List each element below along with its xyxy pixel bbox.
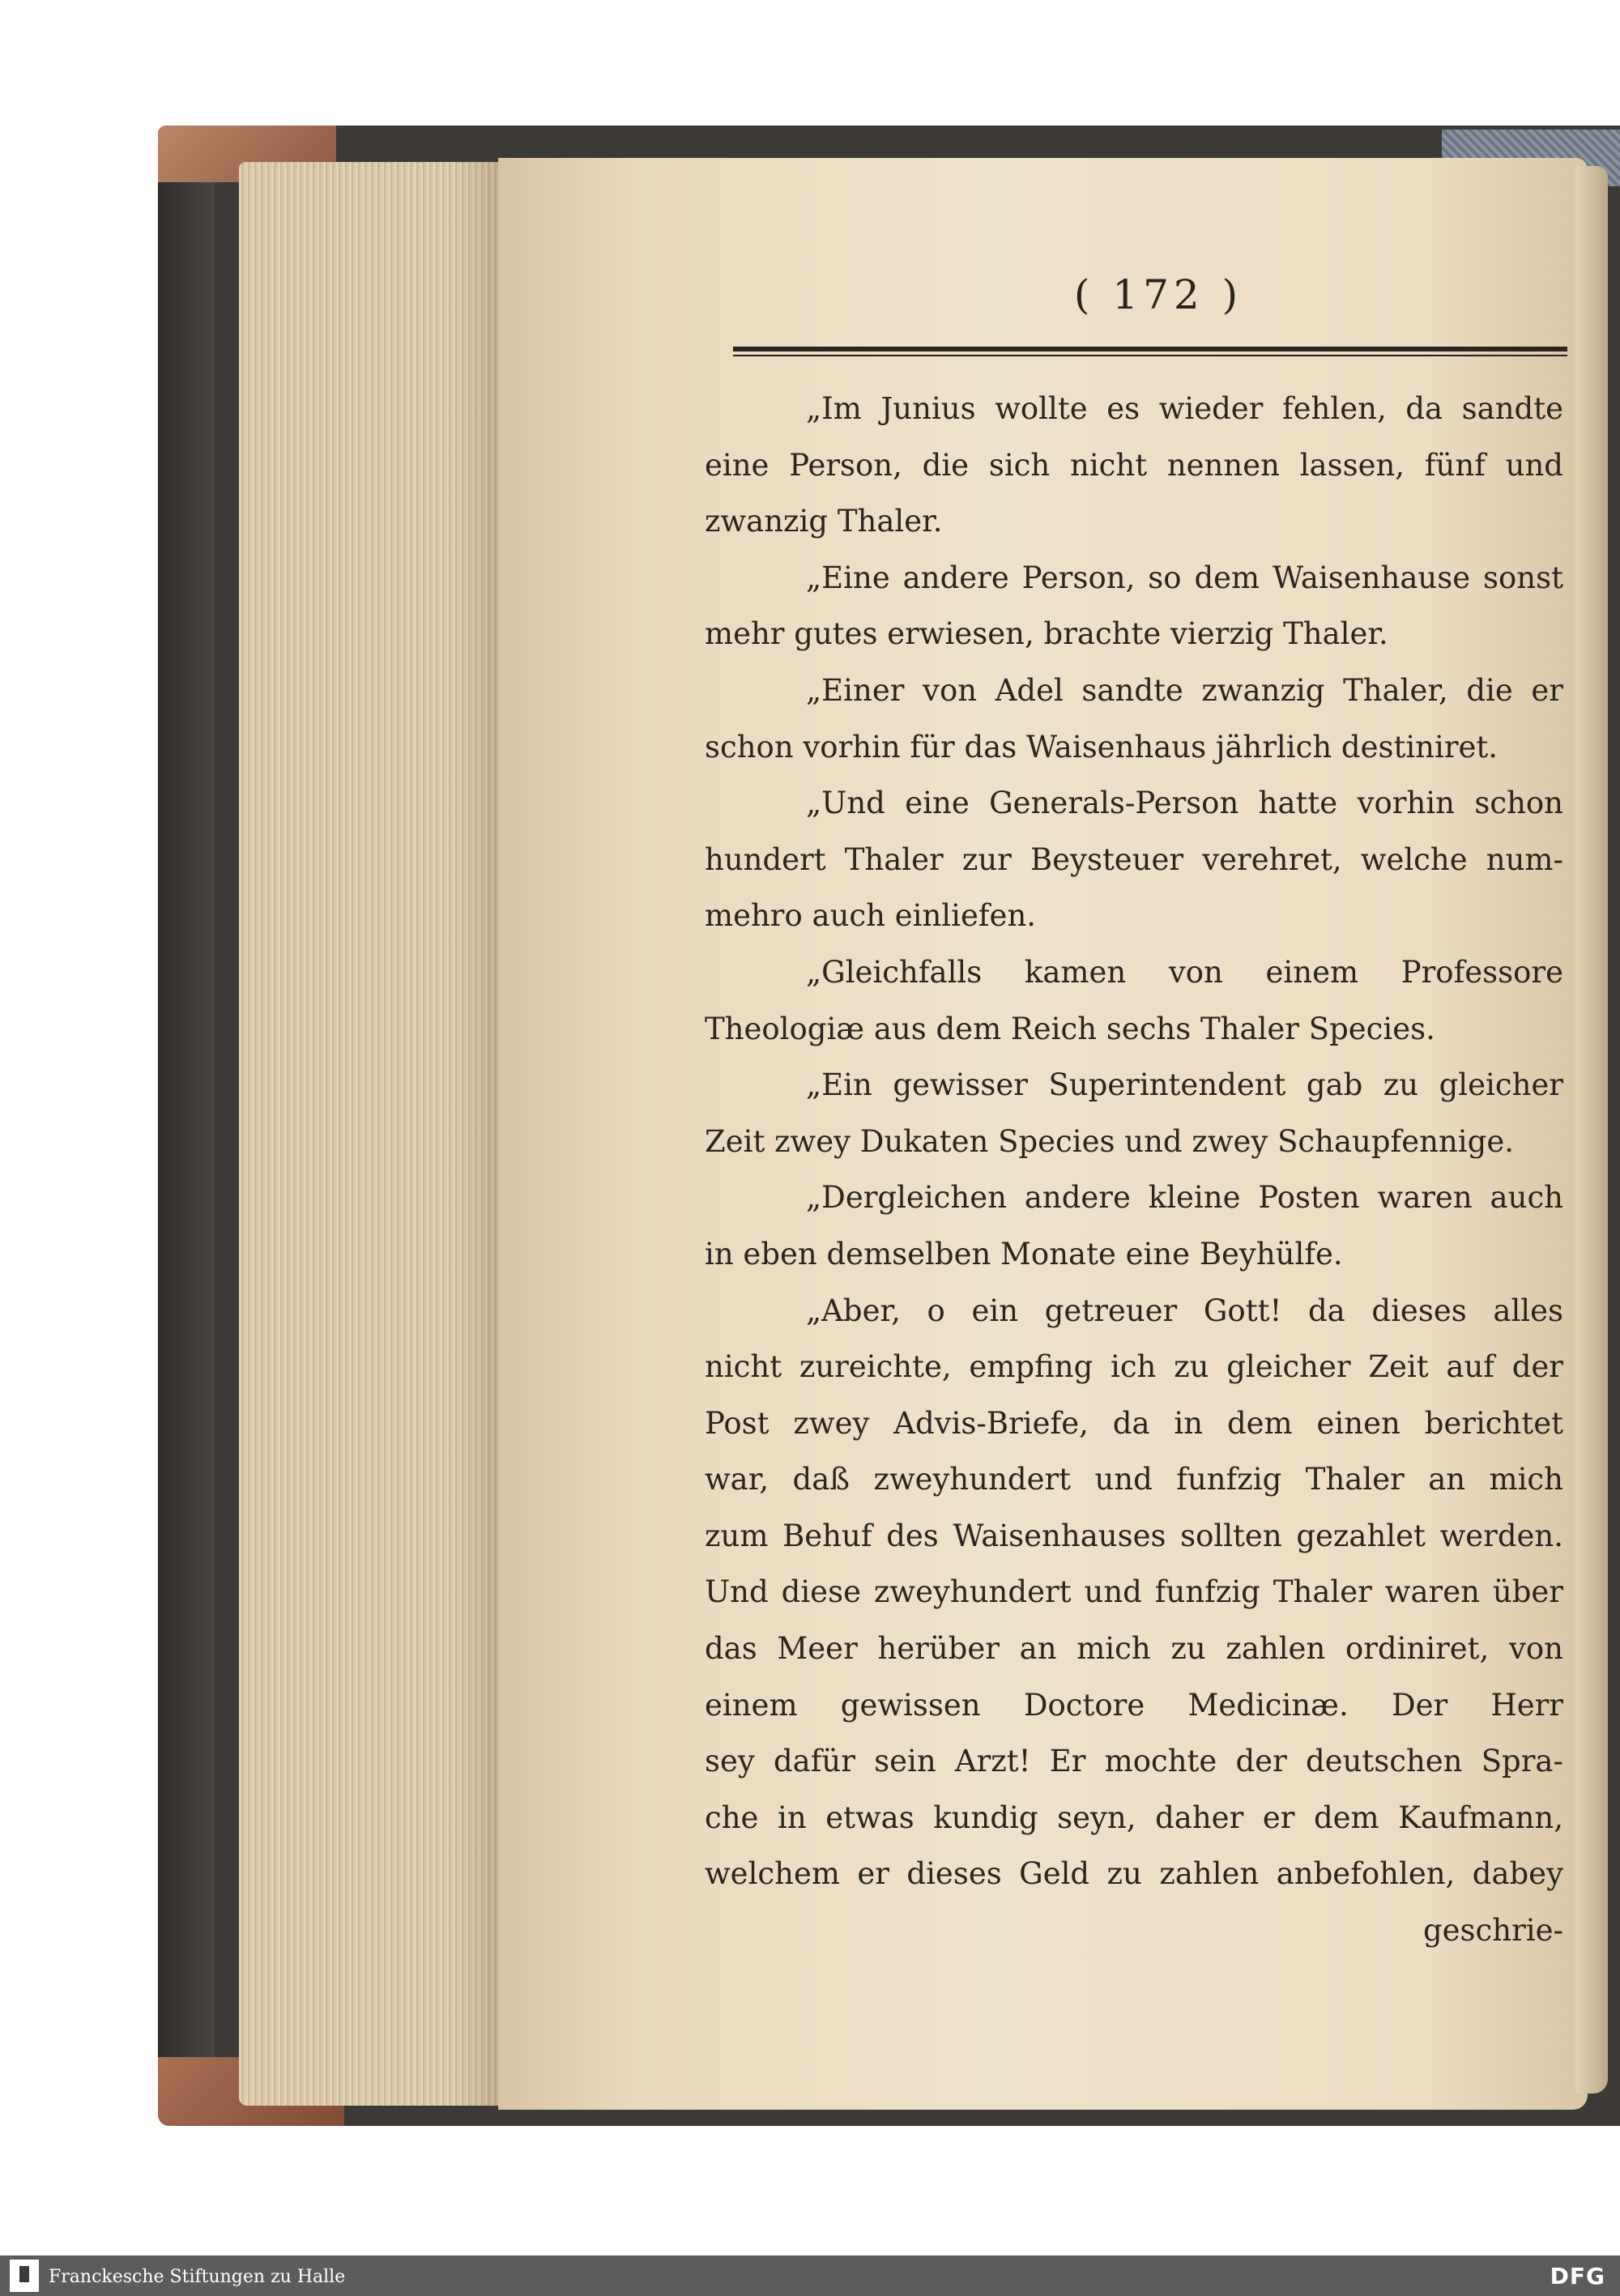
- text-line: war, daß zweyhundert und funfzig Thaler an mich: [705, 1462, 1563, 1497]
- page-fore-edge: [1575, 166, 1608, 2094]
- text-line: zum Behuf des Waisenhauses sollten gezahlet werden.: [705, 1518, 1563, 1553]
- page-number: ( 172 ): [1073, 271, 1243, 318]
- text-line: eine Person, die sich nicht nennen lassen, fünf und: [705, 447, 1563, 483]
- text-line: „Ein gewisser Superintendent gab zu gleicher: [806, 1067, 1563, 1103]
- text-line: schon vorhin für das Waisenhaus jährlich destiniret.: [705, 729, 1498, 765]
- text-line: sey dafür sein Arzt! Er mochte der deutschen Spra-: [705, 1744, 1563, 1779]
- text-line: Zeit zwey Dukaten Species und zwey Schaupfennige.: [705, 1123, 1514, 1159]
- footer-institution-name: Franckesche Stiftungen zu Halle: [49, 2267, 346, 2287]
- text-line: mehro auch einliefen.: [705, 898, 1037, 934]
- text-line: „Eine andere Person, so dem Waisenhause sonst: [806, 560, 1563, 595]
- text-line: das Meer herüber an mich zu zahlen ordiniret, von: [705, 1631, 1563, 1667]
- institution-logo-icon: [10, 2260, 39, 2292]
- text-line: Und diese zweyhundert und funfzig Thaler waren über: [705, 1574, 1563, 1610]
- text-line: „Einer von Adel sandte zwanzig Thaler, die er: [806, 672, 1563, 708]
- text-line: zwanzig Thaler.: [705, 504, 943, 539]
- header-rule: [733, 347, 1567, 356]
- text-line: Post zwey Advis-Briefe, da in dem einen berichtet: [705, 1405, 1563, 1441]
- text-line: che in etwas kundig seyn, daher er dem Kaufmann,: [705, 1800, 1563, 1835]
- catchword: geschrie-: [1422, 1913, 1563, 1949]
- text-line: einem gewissen Doctore Medicinæ. Der Herr: [705, 1687, 1563, 1723]
- text-line: Theologiæ aus dem Reich sechs Thaler Species.: [705, 1011, 1435, 1046]
- text-line: hundert Thaler zur Beysteuer verehret, welche num-: [705, 841, 1563, 877]
- text-line: „Dergleichen andere kleine Posten waren auch: [806, 1180, 1563, 1216]
- text-line: „Im Junius wollte es wieder fehlen, da sandte: [806, 391, 1563, 426]
- text-line: „Aber, o ein getreuer Gott! da dieses alles: [806, 1293, 1563, 1328]
- text-line: „Und eine Generals-Person hatte vorhin schon: [806, 786, 1563, 821]
- text-line: in eben demselben Monate eine Beyhülfe.: [705, 1236, 1343, 1272]
- text-line: mehr gutes erwiesen, brachte vierzig Thaler.: [705, 616, 1388, 652]
- text-line: nicht zureichte, empfing ich zu gleicher Zeit auf der: [705, 1349, 1563, 1385]
- book-spine: [158, 182, 215, 2057]
- text-line: „Gleichfalls kamen von einem Professore: [806, 954, 1563, 990]
- page-text: [705, 381, 1563, 1959]
- dfg-logo: DFG: [1550, 2263, 1605, 2290]
- text-line: welchem er dieses Geld zu zahlen anbefohlen, dabey: [705, 1856, 1563, 1892]
